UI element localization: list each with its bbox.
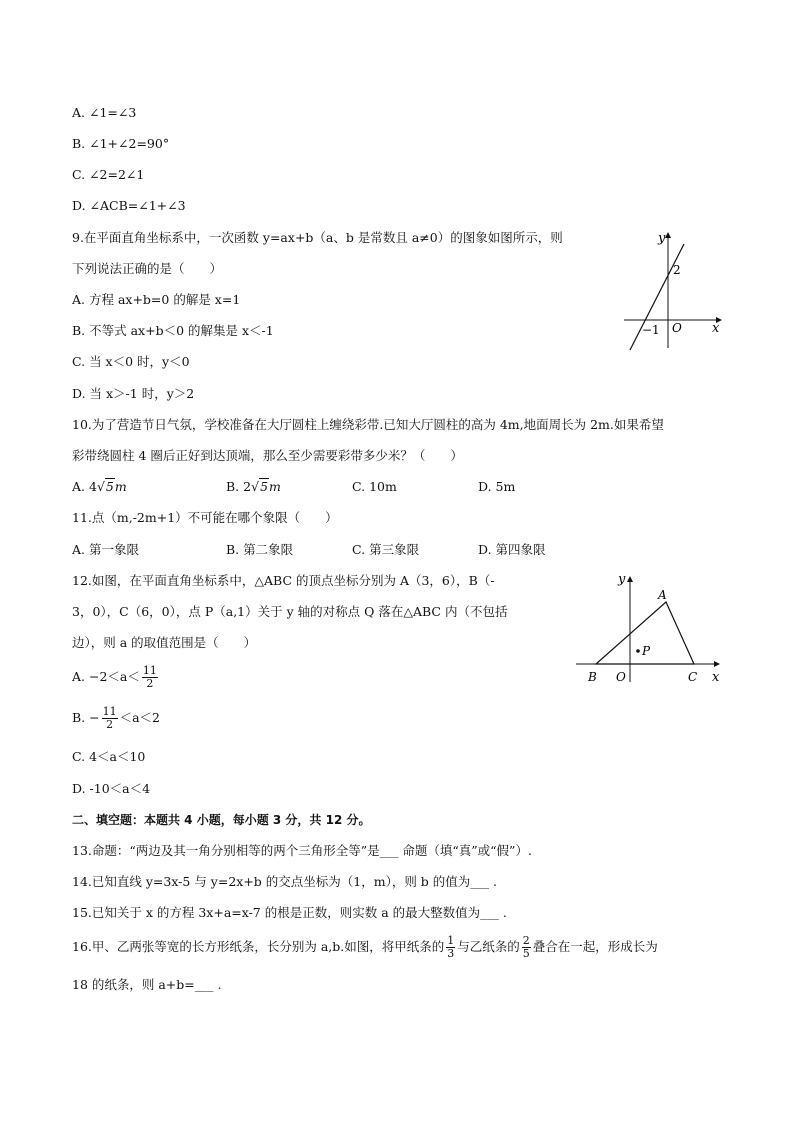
q9-option-d: D. 当 x＞-1 时，y＞2	[72, 386, 195, 401]
q12-option-c: C. 4＜a＜10	[72, 749, 146, 764]
q8-option-b: B. ∠1+∠2=90°	[72, 136, 170, 151]
q12-stem-line1: 12.如图，在平面直角坐标系中，△ABC 的顶点坐标分别为 A（3，6），B（-	[72, 573, 495, 588]
q12-x-arrow	[714, 661, 720, 667]
q10-option-b-coef: B. 2	[226, 479, 252, 494]
q9-y-label: y	[658, 231, 666, 246]
section-heading-fill-in: 二、填空题：本题共 4 小题，每小题 3 分，共 12 分。	[72, 813, 371, 827]
q11-stem: 11.点（m,-2m+1）不可能在哪个象限（ ）	[72, 510, 338, 525]
q12-graph	[572, 568, 728, 688]
q14-stem: 14.已知直线 y=3x-5 与 y=2x+b 的交点坐标为（1，m），则 b 的值为___ .	[72, 874, 497, 889]
q12-y-label: y	[618, 572, 626, 587]
q12-label-c: C	[688, 670, 698, 684]
q12-origin-label: O	[616, 670, 626, 684]
q9-stem-line1: 9.在平面直角坐标系中，一次函数 y=ax+b（a、b 是常数且 a≠0）的图象如图所示，则	[72, 230, 563, 245]
q11-option-c: C. 第三象限	[352, 542, 420, 557]
q12-y-arrow	[627, 576, 633, 582]
q10-option-b-unit: m	[269, 479, 281, 494]
fraction-denominator: 5	[522, 947, 530, 960]
q16-stem-line1	[72, 932, 658, 962]
q12-option-a	[72, 662, 160, 692]
q8-option-a: A. ∠1=∠3	[72, 105, 137, 120]
q12-label-a: A	[658, 588, 667, 602]
q12-option-b-suffix: ＜a＜2	[119, 710, 161, 725]
q8-option-d: D. ∠ACB=∠1+∠3	[72, 198, 186, 213]
q9-x-label: x	[712, 321, 720, 336]
q11-option-d: D. 第四象限	[478, 542, 546, 557]
q16-stem-middle: 与乙纸条的	[457, 939, 520, 954]
q16-stem-prefix: 16.甲、乙两张等宽的长方形纸条，长分别为 a,b.如图，将甲纸条的	[72, 939, 445, 954]
q12-point-p	[636, 649, 640, 653]
sqrt-symbol: √5	[96, 479, 114, 494]
q16-stem-suffix: 叠合在一起，形成长为	[532, 939, 658, 954]
q12-option-b	[72, 703, 160, 733]
q12-label-b: B	[588, 670, 597, 684]
q11-option-a: A. 第一象限	[72, 542, 139, 557]
q11-option-b: B. 第二象限	[226, 542, 294, 557]
fraction-denominator: 3	[447, 947, 455, 960]
fraction-numerator: 1	[447, 934, 455, 947]
q10-stem-line1: 10.为了营造节日气氛，学校准备在大厅圆柱上缠绕彩带.已知大厅圆柱的高为 4m,地面周长为 2m.如果希望	[72, 417, 664, 432]
q16-stem-line2: 18 的纸条，则 a+b=___ .	[72, 977, 222, 992]
q10-option-a-unit: m	[114, 479, 127, 494]
q9-x-intercept-label: −1	[642, 323, 660, 337]
q15-stem: 15.已知关于 x 的方程 3x+a=x-7 的根是正数，则实数 a 的最大整数值为___ .	[72, 905, 507, 920]
q9-option-c: C. 当 x＜0 时，y＜0	[72, 354, 190, 369]
fraction	[102, 706, 118, 731]
q12-option-a-prefix: A. −2＜a＜	[72, 669, 140, 684]
q9-stem-line2: 下列说法正确的是（ ）	[72, 261, 223, 276]
fraction-numerator: 11	[102, 705, 117, 718]
q10-option-a-coef: A. 4	[72, 479, 97, 494]
fraction	[522, 935, 531, 960]
q10-option-d: D. 5m	[478, 479, 516, 494]
fraction	[142, 665, 158, 690]
fraction-numerator: 11	[142, 664, 157, 677]
q12-label-p: P	[642, 644, 651, 658]
q10-option-b	[226, 478, 281, 496]
q9-graph	[618, 224, 728, 354]
q8-option-c: C. ∠2=2∠1	[72, 167, 145, 182]
q9-option-a: A. 方程 ax+b=0 的解是 x=1	[72, 292, 241, 307]
q13-stem: 13.命题：“两边及其一角分别相等的两个三角形全等”是___ 命题（填“真”或“假”）.	[72, 843, 532, 858]
fraction-denominator: 2	[146, 677, 154, 690]
q12-option-d: D. -10＜a＜4	[72, 781, 151, 796]
q12-option-b-prefix: B. −	[72, 710, 100, 725]
q9-y-intercept-label: 2	[673, 263, 681, 277]
q10-stem-line2: 彩带绕圆柱 4 圈后正好到达顶端，那么至少需要彩带多少米？（ ）	[72, 448, 463, 463]
fraction-denominator: 2	[106, 718, 114, 731]
q12-x-label: x	[712, 670, 720, 685]
fraction-numerator: 2	[522, 934, 530, 947]
q10-option-a-radicand: 5	[105, 479, 114, 494]
q10-option-c: C. 10m	[352, 479, 397, 494]
q12-stem-line3: 边），则 a 的取值范围是（ ）	[72, 635, 257, 650]
q10-option-b-radicand: 5	[260, 479, 269, 494]
q9-option-b: B. 不等式 ax+b＜0 的解集是 x＜-1	[72, 323, 274, 338]
sqrt-symbol: √5	[251, 479, 269, 494]
q9-origin-label: O	[672, 321, 682, 335]
q12-stem-line2: 3，0），C（6，0），点 P（a,1）关于 y 轴的对称点 Q 落在△ABC 内（不包括	[72, 604, 508, 619]
q9-y-arrow	[665, 232, 671, 238]
fraction	[446, 935, 455, 960]
q10-option-a	[72, 478, 127, 496]
